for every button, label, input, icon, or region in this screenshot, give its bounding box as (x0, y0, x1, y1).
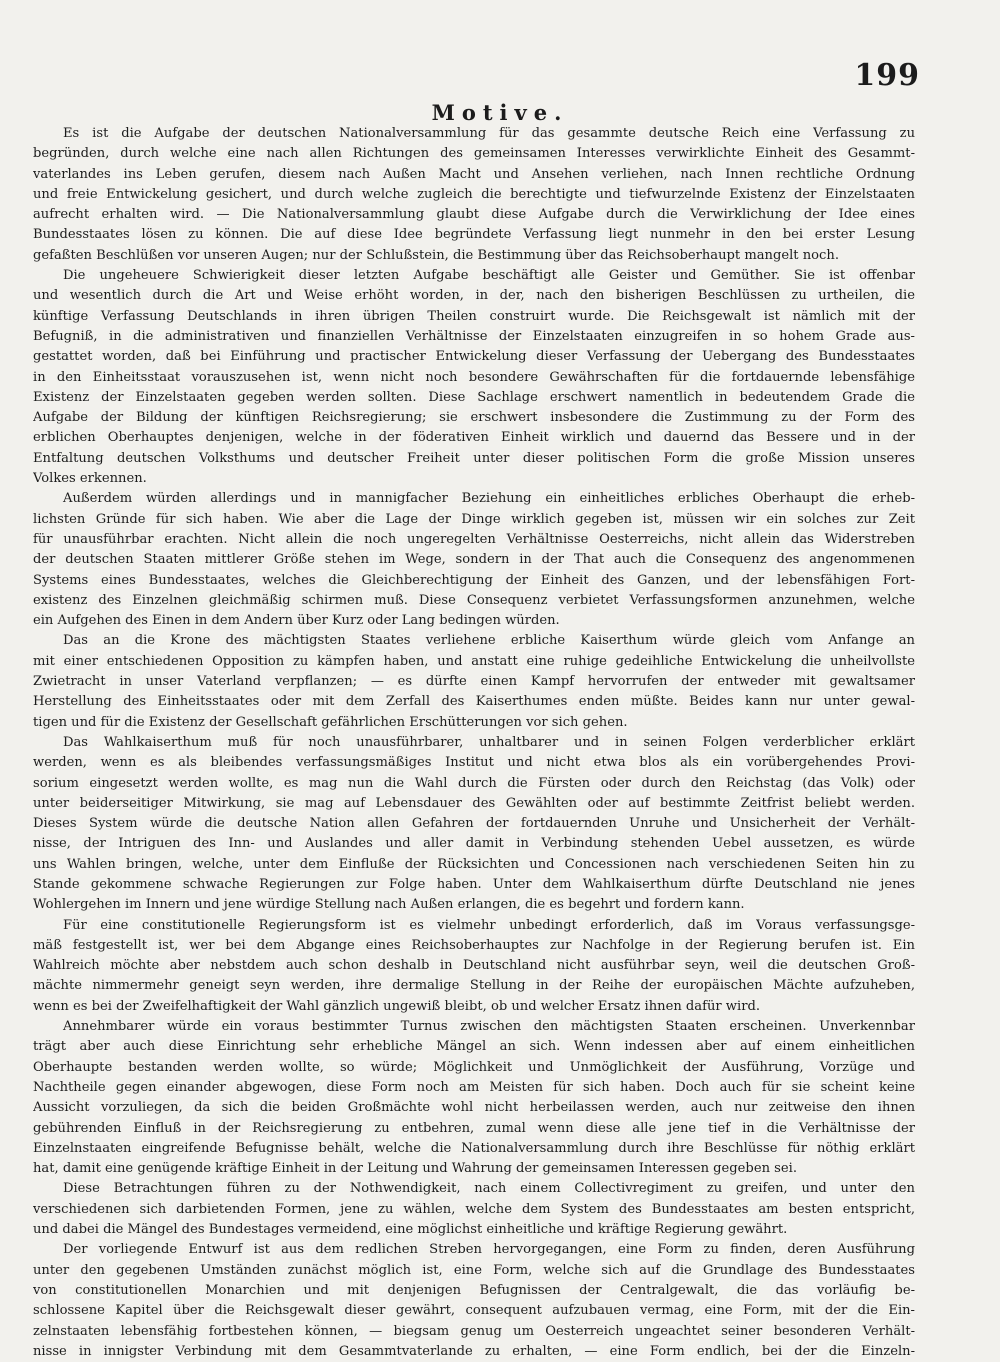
text-line: Das an die Krone des mächtigsten Staates verliehene erbliche Kaiserthum würde gleich vom Anfange an (63, 633, 915, 649)
text-line: Einzelnstaaten eingreifende Befugnisse behält, welche die Nationalversammlung durch ihre Beschlüsse für nöthig erklärt (33, 1140, 915, 1156)
text-line: mit einer entschiedenen Opposition zu kämpfen haben, und anstatt eine ruhige gedeihliche Entwickelung die unheilvollste (33, 653, 915, 669)
text-line: begründen, durch welche eine nach allen Richtungen des gemeinsamen Interesses verwirklichte Einheit des Gesammt- (33, 146, 915, 162)
text-line: werden, wenn es als bleibendes verfassungsmäßiges Institut und nicht etwa blos als ein vorübergehendes Provi- (33, 755, 915, 771)
text-line: verschiedenen sich darbietenden Formen, jene zu wählen, welche dem System des Bundesstaates am besten entspricht, (33, 1201, 915, 1217)
text-line: und wesentlich durch die Art und Weise erhöht worden, in der, nach den bisherigen Beschlüssen zu urtheilen, die (33, 288, 915, 304)
text-line: Aussicht vorzuliegen, da sich die beiden Großmächte wohl nicht herbeilassen werden, auch nur zeitweise den ihnen (33, 1100, 915, 1116)
text-line: uns Wahlen bringen, welche, unter dem Einfluße der Rücksichten und Concessionen nach verschiedenen Seiten hin zu (33, 856, 915, 872)
body-text (33, 124, 915, 1362)
text-line: gestattet worden, daß bei Einführung und practischer Entwickelung dieser Verfassung der Uebergang des Bundesstaates (33, 349, 915, 365)
text-line: mäß festgestellt ist, wer bei dem Abgange eines Reichsoberhauptes zur Nachfolge in der Regierung berufen ist. Ein (33, 937, 915, 953)
text-line: zelnstaaten lebensfähig fortbestehen können, — biegsam genug um Oesterreich ungeachtet seiner besonderen Verhält- (33, 1323, 915, 1339)
text-line: Der vorliegende Entwurf ist aus dem redlichen Streben hervorgegangen, eine Form zu finden, deren Ausführung (63, 1242, 915, 1258)
text-line: und dabei die Mängel des Bundestages vermeidend, eine möglichst einheitliche und kräftige Regierung gewährt. (33, 1222, 788, 1238)
text-line: hat, damit eine genügende kräftige Einheit in der Leitung und Wahrung der gemeinsamen Interessen gegeben sei. (33, 1161, 797, 1177)
text-line: Oberhaupte bestanden werden wollte, so würde; Möglichkeit und Unmöglichkeit der Ausführung, Vorzüge und (33, 1059, 915, 1075)
text-line: Nachtheile gegen einander abgewogen, diese Form noch am Meisten für sich haben. Doch auch für sie scheint keine (33, 1079, 915, 1095)
text-line: Dieses System würde die deutsche Nation allen Gefahren der fortdauernden Unruhe und Unsicherheit der Verhält- (33, 816, 915, 832)
text-line: von constitutionellen Monarchien und mit denjenigen Befugnissen der Centralgewalt, die das vorläufig be- (33, 1282, 915, 1298)
text-line: Annehmbarer würde ein voraus bestimmter Turnus zwischen den mächtigsten Staaten erscheinen. Unverkennbar (63, 1019, 915, 1035)
text-line: wenn es bei der Zweifelhaftigkeit der Wahl gänzlich ungewiß bleibt, ob und welcher Ersatz ihnen dafür wird. (33, 998, 761, 1014)
text-line: Aufgabe der Bildung der künftigen Reichsregierung; sie erschwert insbesondere die Zustimmung zu der Form des (33, 410, 915, 426)
text-line: Systems eines Bundesstaates, welches die Gleichberechtigung der Einheit des Ganzen, und der lebensfähigen Fort- (33, 572, 915, 588)
text-line: Die ungeheuere Schwierigkeit dieser letzten Aufgabe beschäftigt alle Geister und Gemüther. Sie ist offenbar (63, 268, 915, 284)
text-line: in den Einheitsstaat vorauszusehen ist, wenn nicht noch besondere Gewährschaften für die fortdauernde lebensfähige (33, 369, 915, 385)
text-line: der deutschen Staaten mittlerer Größe stehen im Wege, sondern in der That auch die Consequenz des angenommenen (33, 552, 915, 568)
text-line: Befugniß, in die administrativen und finanziellen Verhältnisse der Einzelstaaten einzugreifen in so hohem Grade aus- (33, 328, 915, 344)
text-line: Außerdem würden allerdings und in mannigfacher Beziehung ein einheitliches erbliches Oberhaupt die erheb- (63, 491, 915, 507)
text-line: aufrecht erhalten wird. — Die Nationalversammlung glaubt diese Aufgabe durch die Verwirklichung der Idee eines (33, 207, 915, 223)
text-line: Entfaltung deutschen Volksthums und deutscher Freiheit unter dieser politischen Form die große Mission unseres (33, 450, 915, 466)
text-line: unter beiderseitiger Mitwirkung, sie mag auf Lebensdauer des Gewählten oder auf bestimmte Zeitfrist beliebt werden. (33, 795, 915, 811)
text-line: ein Aufgehen des Einen in dem Andern über Kurz oder Lang bedingen würden. (33, 613, 560, 629)
text-line: Wohlergehen im Innern und jene würdige Stellung nach Außen erlangen, die es begehrt und fordern kann. (33, 897, 745, 913)
text-line: Für eine constitutionelle Regierungsform ist es vielmehr unbedingt erforderlich, daß im Voraus verfassungsge- (63, 917, 915, 933)
text-line: trägt aber auch diese Einrichtung sehr erhebliche Mängel an sich. Wenn indessen aber auf einem einheitlichen (33, 1039, 915, 1055)
text-line: Volkes erkennen. (33, 471, 147, 487)
text-line: schlossene Kapitel über die Reichsgewalt dieser gewährt, consequent aufzubauen vermag, eine Form, mit der die Ein- (33, 1303, 915, 1319)
section-heading: Motive. (431, 100, 569, 125)
text-line: Wahlreich möchte aber nebstdem auch schon deshalb in Deutschland nicht ausführbar seyn, weil die deutschen Groß- (33, 958, 915, 974)
text-line: erblichen Oberhauptes denjenigen, welche in der föderativen Einheit wirklich und dauernd das Bessere und in der (33, 430, 915, 446)
text-line: unter den gegebenen Umständen zunächst möglich ist, eine Form, welche sich auf die Grundlage des Bundesstaates (33, 1262, 915, 1278)
text-line: Es ist die Aufgabe der deutschen Nationalversammlung für das gesammte deutsche Reich eine Verfassung zu (63, 126, 915, 141)
page-number: 199 (854, 58, 920, 93)
text-line: Diese Betrachtungen führen zu der Nothwendigkeit, nach einem Collectivregiment zu greifen, und unter den (63, 1181, 915, 1197)
text-line: für unausführbar erachten. Nicht allein die noch ungeregelten Verhältnisse Oesterreichs, nicht allein das Widerstreben (33, 531, 915, 547)
text-line: gebührenden Einfluß in der Reichsregierung zu entbehren, zumal wenn diese alle jene tief in die Verhältnisse der (33, 1120, 915, 1136)
text-line: Zwietracht in unser Vaterland verpflanzen; — es dürfte einen Kampf hervorrufen der entweder mit gewaltsamer (33, 674, 915, 690)
text-line: existenz des Einzelnen gleichmäßig schirmen muß. Diese Consequenz verbietet Verfassungsformen anzunehmen, welche (33, 592, 915, 608)
text-line: mächte nimmermehr geneigt seyn werden, ihre dermalige Stellung in der Reihe der europäischen Mächte aufzuheben, (33, 978, 915, 994)
text-line: sorium eingesetzt werden wollte, es mag nun die Wahl durch die Fürsten oder durch den Reichstag (das Volk) oder (33, 775, 915, 791)
text-line: lichsten Gründe für sich haben. Wie aber die Lage der Dinge wirklich gegeben ist, müssen wir ein solches zur Zeit (33, 511, 915, 527)
text-line: künftige Verfassung Deutschlands in ihren übrigen Theilen construirt wurde. Die Reichsgewalt ist nämlich mit der (33, 308, 915, 324)
text-line: gefaßten Beschlüßen vor unseren Augen; nur der Schlußstein, die Bestimmung über das Reichsoberhaupt mangelt noch. (33, 247, 839, 263)
text-line: Das Wahlkaiserthum muß für noch unausführbarer, unhaltbarer und in seinen Folgen verderblicher erklärt (63, 734, 915, 750)
text-line: und freie Entwickelung gesichert, und durch welche zugleich die berechtigte und tiefwurzelnde Existenz der Einzelstaaten (33, 186, 915, 202)
text-line: vaterlandes ins Leben gerufen, diesem nach Außen Macht und Ansehen verliehen, nach Innen rechtliche Ordnung (33, 166, 915, 182)
text-line: Stande gekommene schwache Regierungen zur Folge haben. Unter dem Wahlkaiserthum dürfte Deutschland nie jenes (33, 876, 915, 892)
text-line: nisse, der Intriguen des Inn- und Auslandes und aller damit in Verbindung stehenden Uebel aussetzen, es würde (33, 836, 915, 852)
text-line: tigen und für die Existenz der Gesellschaft gefährlichen Erschütterungen vor sich gehen. (33, 714, 628, 730)
text-line: Herstellung des Einheitsstaates oder mit dem Zerfall des Kaiserthumes enden müßte. Beides kann nur unter gewal- (33, 694, 915, 710)
text-line: Existenz der Einzelstaaten gegeben werden sollten. Diese Sachlage erschwert namentlich in bedeutendem Grade die (33, 389, 915, 405)
text-line: nisse in innigster Verbindung mit dem Gesammtvaterlande zu erhalten, — eine Form endlich, bei der die Einzeln- (33, 1343, 915, 1359)
text-line: Bundesstaates lösen zu können. Die auf diese Idee begründete Verfassung liegt nunmehr in den bei erster Lesung (33, 227, 915, 243)
